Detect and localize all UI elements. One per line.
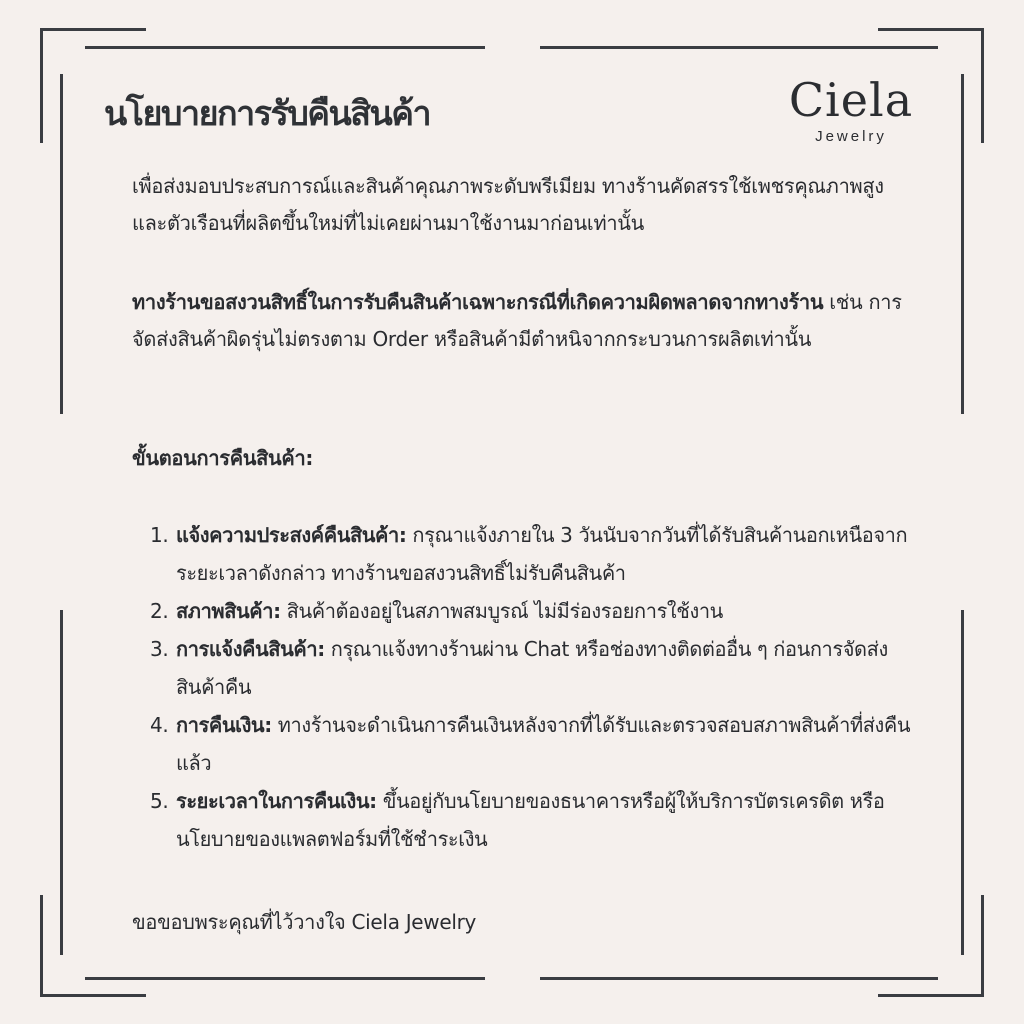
frame-bottom-right-vertical xyxy=(981,895,984,997)
brand-logo-subtitle: Jewelry xyxy=(815,128,887,145)
step-text: กรุณาแจ้งทางร้านผ่าน Chat หรือช่องทางติดต่ออื่น ๆ ก่อนการจัดส่งสินค้าคืน xyxy=(176,637,888,699)
frame-left-vertical-inner xyxy=(60,74,63,414)
frame-bottom-left-vertical-inner xyxy=(60,610,63,955)
step-label: ระยะเวลาในการคืนเงิน: xyxy=(176,789,377,813)
policy-paragraph xyxy=(132,284,922,358)
step-number: 5. xyxy=(150,789,169,813)
step-item-2 xyxy=(132,592,932,630)
step-text: สินค้าต้องอยู่ในสภาพสมบูรณ์ ไม่มีร่องรอยการใช้งาน xyxy=(280,599,723,623)
frame-bottom-rule-right xyxy=(540,977,938,980)
step-item-5 xyxy=(132,782,932,858)
thank-you-text: ขอขอบพระคุณที่ไว้วางใจ Ciela Jewelry xyxy=(132,910,477,934)
step-number: 4. xyxy=(150,713,169,737)
step-item-4 xyxy=(132,706,932,782)
frame-top-left xyxy=(40,28,146,31)
frame-bottom-right-vertical-inner xyxy=(961,610,964,955)
policy-text: เช่น การจัดส่งสินค้าผิดรุ่นไม่ตรงตาม Order หรือสินค้ามีตำหนิจากกระบวนการผลิตเท่านั้น xyxy=(132,290,902,351)
step-label: การแจ้งคืนสินค้า: xyxy=(176,637,325,661)
step-label: แจ้งความประสงค์คืนสินค้า: xyxy=(176,523,407,547)
frame-top-right-vertical xyxy=(981,28,984,143)
step-label: สภาพสินค้า: xyxy=(176,599,281,623)
step-number: 1. xyxy=(150,523,169,547)
frame-top-left-vertical xyxy=(40,28,43,143)
step-label: การคืนเงิน: xyxy=(176,713,272,737)
intro-paragraph: เพื่อส่งมอบประสบการณ์และสินค้าคุณภาพระดับพรีเมียม ทางร้านคัดสรรใช้เพชรคุณภาพสูง และตัวเรือนที่ผลิตขึ้นใหม่ที่ไม่เคยผ่านมาใช้งานมาก่อนเท่านั้น xyxy=(132,174,884,235)
step-text: ทางร้านจะดำเนินการคืนเงินหลังจากที่ได้รับและตรวจสอบสภาพสินค้าที่ส่งคืนแล้ว xyxy=(176,713,911,775)
frame-top-rule-right xyxy=(540,46,938,49)
frame-right-vertical-inner xyxy=(961,74,964,414)
step-text: ขึ้นอยู่กับนโยบายของธนาคารหรือผู้ให้บริการบัตรเครดิต หรือนโยบายของแพลตฟอร์มที่ใช้ชำระเงิน xyxy=(176,789,885,851)
frame-bottom-right xyxy=(878,994,984,997)
frame-bottom-rule-left xyxy=(85,977,485,980)
brand-logo-name: Ciela xyxy=(788,73,914,127)
step-number: 3. xyxy=(150,637,169,661)
brand-logo xyxy=(774,74,928,146)
page-title: นโยบายการรับคืนสินค้า xyxy=(104,94,431,134)
step-text: กรุณาแจ้งภายใน 3 วันนับจากวันที่ได้รับสินค้านอกเหนือจากระยะเวลาดังกล่าว ทางร้านขอสงวนสิทธิ์ไม่รับคืนสินค้า xyxy=(176,523,908,585)
steps-list xyxy=(132,516,932,858)
frame-bottom-left-vertical xyxy=(40,895,43,997)
frame-bottom-left xyxy=(40,994,146,997)
steps-heading: ขั้นตอนการคืนสินค้า: xyxy=(132,446,314,470)
frame-top-rule-left xyxy=(85,46,485,49)
step-number: 2. xyxy=(150,599,169,623)
policy-bold-text: ทางร้านขอสงวนสิทธิ์ในการรับคืนสินค้าเฉพาะกรณีที่เกิดความผิดพลาดจากทางร้าน xyxy=(132,290,824,314)
frame-top-right xyxy=(878,28,984,31)
step-item-3 xyxy=(132,630,932,706)
step-item-1 xyxy=(132,516,932,592)
